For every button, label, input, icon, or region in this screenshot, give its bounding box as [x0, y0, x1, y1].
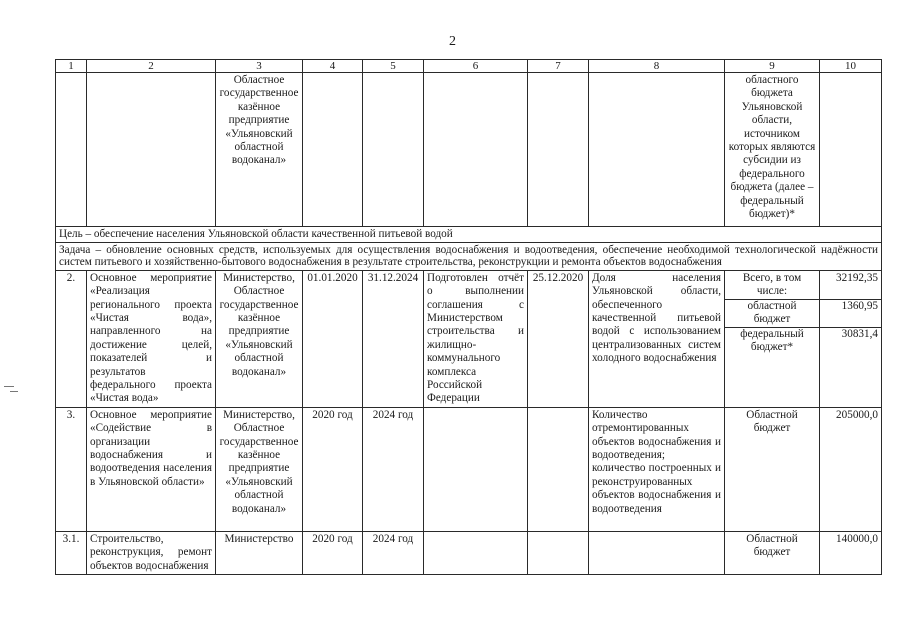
funding-amounts [820, 270, 882, 407]
column-number: 6 [424, 60, 528, 73]
start-date: 01.01.2020 [303, 270, 363, 407]
funding-amount: 205000,0 [820, 407, 882, 531]
scan-margin-mark [10, 391, 18, 392]
column-number: 10 [820, 60, 882, 73]
task-text: Задача – обновление основных средств, используемых для осуществления водоснабжения и водоотведения, обеспечение необходимой технологической надёжности систем питьевого и хозяйственно-бытового водоснабжения в результате строительства, реконструкции и ремонта объектов водоснабжения [56, 242, 882, 270]
column-number: 3 [216, 60, 303, 73]
scan-margin-mark [4, 386, 14, 387]
table-row [56, 407, 882, 531]
target-indicator [589, 531, 725, 574]
expected-result [424, 531, 528, 574]
end-date: 2024 год [363, 407, 424, 531]
executor-cell: Министерство [216, 531, 303, 574]
page-number: 2 [449, 34, 456, 49]
row-number: 3. [56, 407, 87, 531]
measure-name: Основное мероприятие «Содействие в организации водоснабжения и водоотведения населения в Ульяновской области» [87, 407, 216, 531]
executor-cell: Областное государственное казённое предприятие «Ульяновский областной водоканал» [216, 73, 303, 227]
executor-cell: Министерство, Областное государственное казённое предприятие «Ульяновский областной водоканал» [216, 270, 303, 407]
target-indicator: Доля населения Ульяновской области, обеспеченного качественной питьевой водой с использованием централизованных систем холодного водоснабжения [589, 270, 725, 407]
funding-source: федеральный бюджет* [740, 327, 804, 354]
control-date [528, 407, 589, 531]
funding-source: областной бюджет [747, 299, 797, 326]
target-indicator [589, 407, 725, 531]
measure-name: Строительство, реконструкция, ремонт объектов водоснабжения [87, 531, 216, 574]
column-number: 4 [303, 60, 363, 73]
control-date: 25.12.2020 [528, 270, 589, 407]
column-number: 1 [56, 60, 87, 73]
table-row [56, 531, 882, 574]
funding-source-cell: областного бюджета Ульяновской области, источником которых являются субсидии из федерального бюджета (далее – федеральный бюджет)* [725, 73, 820, 227]
indicator-line: Количество отремонтированных объектов водоснабжения и водоотведения; [592, 408, 721, 462]
program-table [55, 59, 882, 575]
measure-name: Основное мероприятие «Реализация регионального проекта «Чистая вода», направленного на достижение целей, показателей и результатов федерального проекта «Чистая вода» [87, 270, 216, 407]
end-date: 2024 год [363, 531, 424, 574]
column-number: 2 [87, 60, 216, 73]
start-date: 2020 год [303, 407, 363, 531]
column-number: 9 [725, 60, 820, 73]
column-number: 5 [363, 60, 424, 73]
funding-amount: 30831,4 [841, 327, 878, 340]
funding-source: Всего, в том числе: [742, 271, 802, 298]
task-row [56, 242, 882, 270]
funding-amount: 32192,35 [836, 271, 878, 284]
column-number: 7 [528, 60, 589, 73]
funding-source: Областной бюджет [725, 531, 820, 574]
continuation-row [56, 73, 882, 227]
indicator-line: количество построенных и реконструированных объектов водоснабжения и водоотведения [592, 462, 721, 515]
row-number: 2. [56, 270, 87, 407]
table-row [56, 270, 882, 407]
funding-amount: 140000,0 [820, 531, 882, 574]
row-number: 3.1. [56, 531, 87, 574]
control-date [528, 531, 589, 574]
goal-row [56, 227, 882, 243]
funding-amount: 1360,95 [841, 299, 878, 312]
goal-text: Цель – обеспечение населения Ульяновской области качественной питьевой водой [56, 227, 882, 243]
funding-source: Областной бюджет [725, 407, 820, 531]
expected-result [424, 407, 528, 531]
column-number: 8 [589, 60, 725, 73]
executor-cell: Министерство, Областное государственное казённое предприятие «Ульяновский областной водоканал» [216, 407, 303, 531]
expected-result: Подготовлен отчёт о выполнении соглашения с Министерством строительства и жилищно-коммунального комплекса Российской Федерации [424, 270, 528, 407]
end-date: 31.12.2024 [363, 270, 424, 407]
column-number-row [56, 60, 882, 73]
funding-sources [725, 270, 820, 407]
start-date: 2020 год [303, 531, 363, 574]
